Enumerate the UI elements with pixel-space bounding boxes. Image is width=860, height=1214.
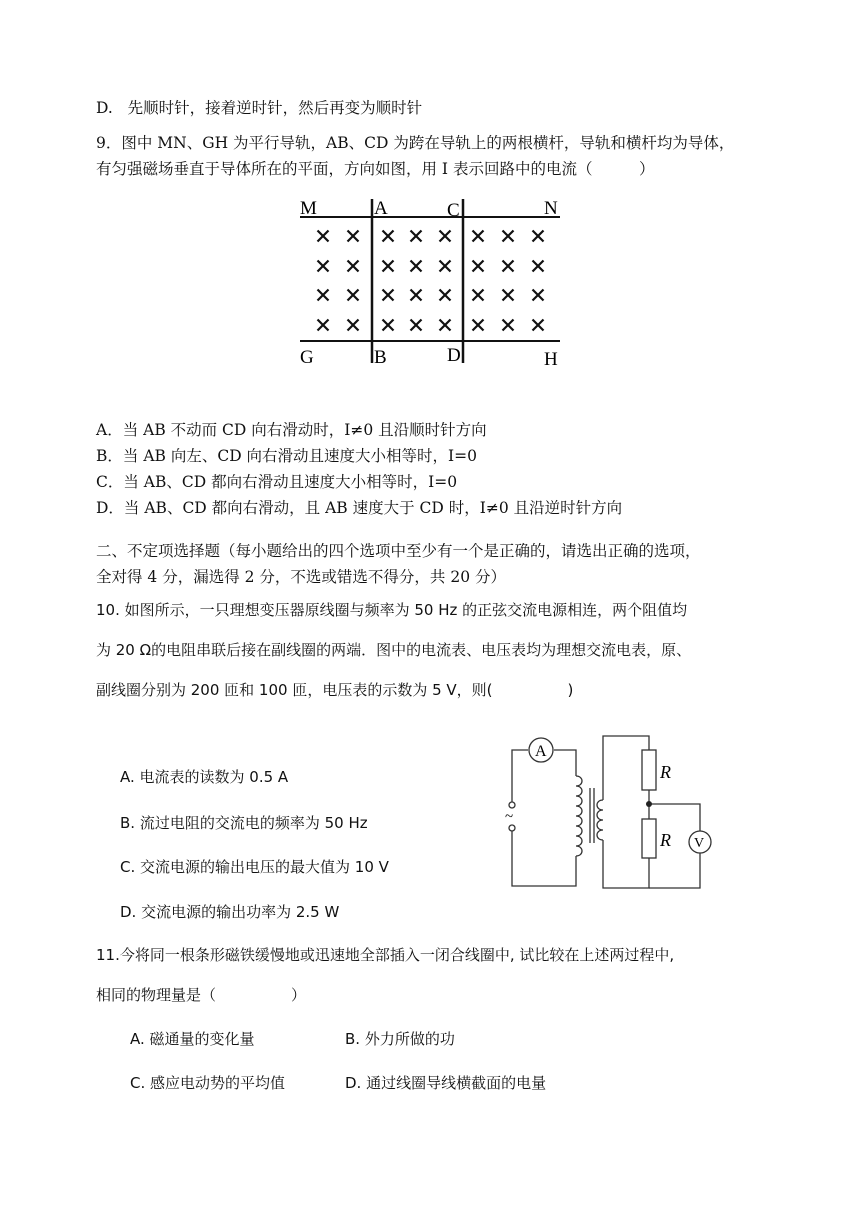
field-cross-mark: [318, 290, 329, 301]
field-cross-mark: [473, 320, 484, 331]
field-cross-mark: [411, 290, 422, 301]
field-cross-mark: [503, 261, 514, 272]
q9-option-b: B．当 AB 向左、CD 向右滑动且速度大小相等时，I=0: [96, 447, 478, 465]
label-m: M: [300, 198, 317, 219]
q10-stem-line3: 副线圈分别为 200 匝和 100 匝，电压表的示数为 5 V，则( ): [96, 681, 574, 699]
field-cross-mark: [383, 231, 394, 242]
q10-option-d: D. 交流电源的输出功率为 2.5 W: [120, 903, 340, 921]
junction-dot: [646, 801, 652, 807]
q10-stem-line2: 为 20 Ω的电阻串联后接在副线圈的两端．图中的电流表、电压表均为理想交流电表，原、: [96, 641, 692, 659]
label-d: D: [447, 345, 461, 366]
field-cross-mark: [533, 320, 544, 331]
q10-stem-line1: 10. 如图所示，一只理想变压器原线圈与频率为 50 Hz 的正弦交流电源相连，两个阻值均: [96, 601, 688, 619]
resistor-top-label: R: [660, 762, 671, 782]
field-cross-mark: [348, 231, 359, 242]
label-c: C: [447, 200, 460, 221]
label-h: H: [544, 349, 558, 370]
field-cross-mark: [411, 320, 422, 331]
field-cross-mark: [473, 231, 484, 242]
q11-stem-line2: 相同的物理量是（ ）: [96, 986, 307, 1004]
field-cross-mark: [348, 261, 359, 272]
q10-option-b: B. 流过电阻的交流电的频率为 50 Hz: [120, 814, 368, 832]
resistor-top: [642, 750, 656, 790]
q11-option-d: D. 通过线圈导线横截面的电量: [345, 1074, 547, 1092]
field-cross-mark: [318, 320, 329, 331]
secondary-coil: [597, 800, 603, 840]
label-a: A: [374, 198, 388, 219]
section2-line1: 二、不定项选择题（每小题给出的四个选项中至少有一个是正确的，请选出正确的选项，: [96, 542, 701, 560]
option-text: 先顺时针，接着逆时针，然后再变为顺时针: [127, 99, 423, 117]
field-cross-mark: [533, 290, 544, 301]
field-cross-mark: [473, 290, 484, 301]
prev-option-d: [96, 96, 422, 118]
field-cross-mark: [533, 261, 544, 272]
section2-line2: 全对得 4 分，漏选得 2 分，不选或错选不得分，共 20 分）: [96, 568, 507, 586]
q11-stem-line1: 11.今将同一根条形磁铁缓慢地或迅速地全部插入一闭合线圈中, 试比较在上述两过程中,: [96, 946, 675, 964]
field-cross-mark: [411, 261, 422, 272]
field-cross-mark: [503, 320, 514, 331]
label-g: G: [300, 347, 314, 368]
q9-stem-line1: 9．图中 MN、GH 为平行导轨，AB、CD 为跨在导轨上的两根横杆，导轨和横杆均为导体，: [96, 134, 735, 152]
transformer-circuit-figure: [500, 728, 730, 893]
rails-magnetic-field-figure: [298, 195, 568, 375]
field-cross-mark: [383, 290, 394, 301]
q11-option-a: A. 磁通量的变化量: [130, 1030, 255, 1048]
magnetic-field-marks: [318, 231, 544, 331]
q11-option-b: B. 外力所做的功: [345, 1030, 455, 1048]
field-cross-mark: [473, 261, 484, 272]
field-cross-mark: [411, 231, 422, 242]
field-cross-mark: [348, 290, 359, 301]
field-cross-mark: [503, 290, 514, 301]
q9-option-c: C．当 AB、CD 都向右滑动且速度大小相等时，I=0: [96, 473, 458, 491]
q10-option-c: C. 交流电源的输出电压的最大值为 10 V: [120, 858, 389, 876]
field-cross-mark: [348, 320, 359, 331]
q9-option-a: A．当 AB 不动而 CD 向右滑动时，I≠0 且沿顺时针方向: [96, 421, 487, 439]
ammeter-label: A: [535, 743, 547, 760]
q11-option-c: C. 感应电动势的平均值: [130, 1074, 286, 1092]
q10-option-a: A. 电流表的读数为 0.5 A: [120, 768, 289, 786]
q9-stem-line2: 有匀强磁场垂直于导体所在的平面，方向如图，用 I 表示回路中的电流（ ）: [96, 160, 655, 178]
q9-option-d: D．当 AB、CD 都向右滑动，且 AB 速度大于 CD 时，I≠0 且沿逆时针方向: [96, 499, 623, 517]
option-label: D.: [96, 99, 113, 117]
field-cross-mark: [318, 261, 329, 272]
field-cross-mark: [440, 290, 451, 301]
field-cross-mark: [440, 261, 451, 272]
field-cross-mark: [318, 231, 329, 242]
field-cross-mark: [440, 320, 451, 331]
field-cross-mark: [533, 231, 544, 242]
field-cross-mark: [503, 231, 514, 242]
label-n: N: [544, 198, 558, 219]
primary-coil: [576, 776, 582, 856]
source-terminal-bottom: [509, 825, 515, 831]
ac-source-symbol: ~: [505, 809, 514, 825]
field-cross-mark: [383, 261, 394, 272]
field-cross-mark: [440, 231, 451, 242]
resistor-bottom-label: R: [660, 830, 671, 850]
field-cross-mark: [383, 320, 394, 331]
label-b: B: [374, 347, 387, 368]
resistor-bottom: [642, 819, 656, 858]
voltmeter-label: V: [694, 836, 705, 851]
source-terminal-top: [509, 802, 515, 808]
